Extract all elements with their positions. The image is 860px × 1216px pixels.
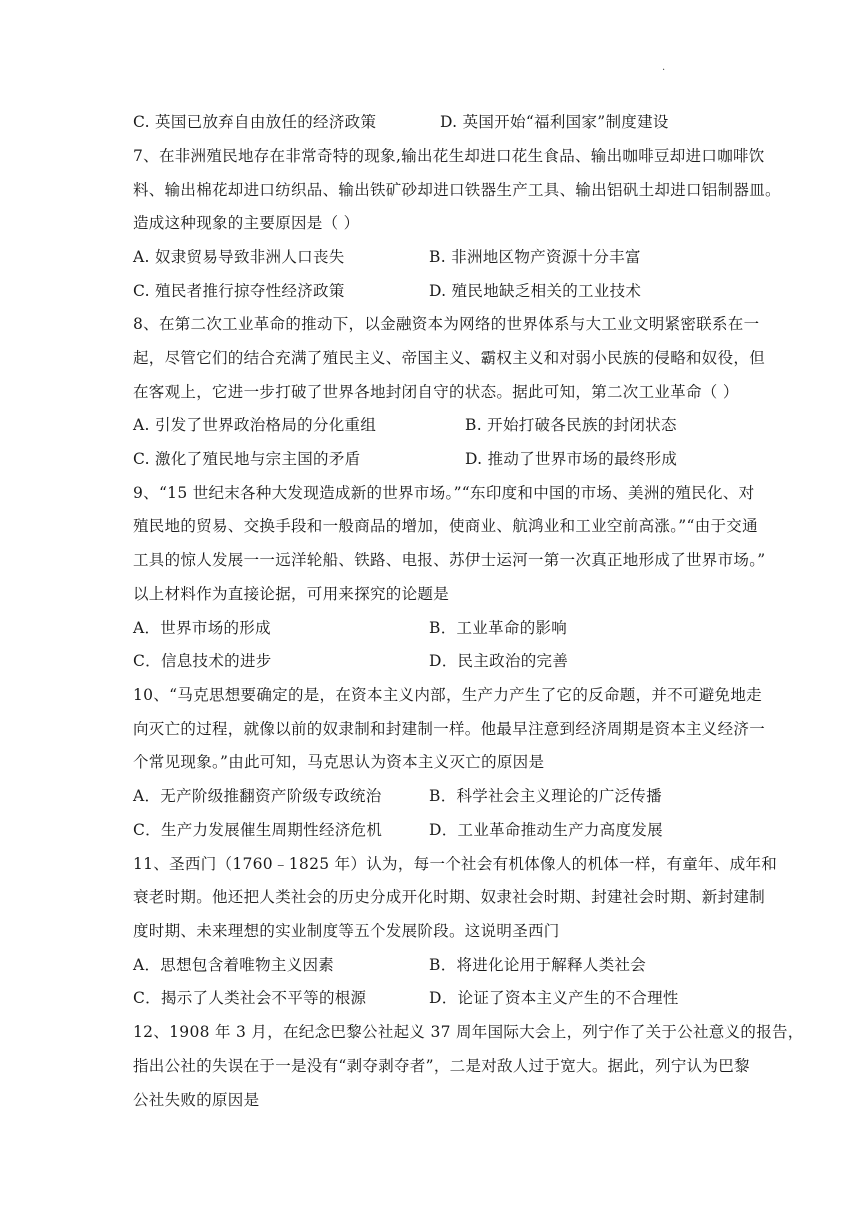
q9-option-c: C．信息技术的进步 (133, 652, 272, 670)
q11-option-c: C．揭示了人类社会不平等的根源 (133, 989, 367, 1007)
q10-option-b: B．科学社会主义理论的广泛传播 (429, 787, 662, 805)
q9-option-b: B．工业革命的影响 (429, 619, 568, 637)
q7-stem-line-1: 7、在非洲殖民地存在非常奇特的现象,输出花生却进口花生食品、输出咖啡豆却进口咖啡饮 (133, 147, 765, 165)
q8-option-c: C. 激化了殖民地与宗主国的矛盾 (133, 450, 361, 468)
q10-stem-line-1: 10、“马克思想要确定的是，在资本主义内部，生产力产生了它的反命题，并不可避免地走 (133, 686, 762, 704)
q9-stem-line-4: 以上材料作为直接论据，可用来探究的论题是 (133, 585, 450, 603)
q10-stem-line-2: 向灭亡的过程，就像以前的奴隶制和封建制一样。他最早注意到经济周期是资本主义经济一 (133, 720, 766, 738)
q8-stem-line-3: 在客观上，它进一步打破了世界各地封闭自守的状态。据此可知，第二次工业革命（ ） (133, 383, 739, 401)
q10-option-d: D．工业革命推动生产力高度发展 (429, 821, 663, 839)
q11-option-d: D．论证了资本主义产生的不合理性 (429, 989, 679, 1007)
q10-option-c: C．生产力发展催生周期性经济危机 (133, 821, 383, 839)
q8-stem-line-1: 8、在第二次工业革命的推动下，以金融资本为网络的世界体系与大工业文明紧密联系在一 (133, 315, 760, 333)
q7-stem-line-3: 造成这种现象的主要原因是（ ） (133, 214, 360, 232)
q11-stem-line-3: 度时期、未来理想的实业制度等五个发展阶段。这说明圣西门 (133, 922, 560, 940)
q7-stem-line-2: 料、输出棉花却进口纺织品、输出铁矿砂却进口铁器生产工具、输出铝矾土却进口铝制器皿。 (133, 181, 781, 199)
q9-stem-line-1: 9、“15 世纪末各种大发现造成新的世界市场。”“东印度和中国的市场、美洲的殖民化、对 (133, 484, 755, 502)
q7-option-b: B. 非洲地区物产资源十分丰富 (429, 248, 641, 266)
q7-option-d: D. 殖民地缺乏相关的工业技术 (429, 282, 642, 300)
q9-option-a: A．世界市场的形成 (133, 619, 271, 637)
q8-option-b: B. 开始打破各民族的封闭状态 (465, 416, 677, 434)
q10-stem-line-3: 个常见现象。”由此可知，马克思认为资本主义灭亡的原因是 (133, 753, 545, 771)
q8-option-d: D. 推动了世界市场的最终形成 (465, 450, 678, 468)
q9-stem-line-3: 工具的惊人发展一一远洋轮船、铁路、电报、苏伊士运河一第一次真正地形成了世界市场。” (133, 551, 766, 569)
q10-option-a: A．无产阶级推翻资产阶级专政统治 (133, 787, 382, 805)
q12-stem-line-2: 指出公社的失误在于一是没有“剥夺剥夺者”，二是对敌人过于宽大。据此，列宁认为巴黎 (133, 1057, 750, 1075)
q7-option-c: C. 殖民者推行掠夺性经济政策 (133, 282, 345, 300)
q11-option-a: A．思想包含着唯物主义因素 (133, 956, 335, 974)
q11-stem-line-2: 衰老时期。他还把人类社会的历史分成开化时期、奴隶社会时期、封建社会时期、新封建制 (133, 888, 766, 906)
q12-stem-line-3: 公社失败的原因是 (133, 1091, 260, 1109)
q12-stem-line-1: 12、1908 年 3 月，在纪念巴黎公社起义 37 周年国际大会上，列宁作了关于公社意义的报告， (133, 1023, 804, 1041)
q9-stem-line-2: 殖民地的贸易、交换手段和一般商品的增加，使商业、航鸿业和工业空前高涨。”“由于交通 (133, 517, 758, 535)
q6-option-d: D. 英国开始“福利国家”制度建设 (440, 113, 669, 131)
q7-option-a: A. 奴隶贸易导致非洲人口丧失 (133, 248, 345, 266)
q9-option-d: D．民主政治的完善 (429, 652, 569, 670)
q8-stem-line-2: 起，尽管它们的结合充满了殖民主义、帝国主义、霸权主义和对弱小民族的侵略和奴役，但 (133, 349, 766, 367)
header-mark: . (662, 62, 666, 73)
q11-option-b: B．将进化论用于解释人类社会 (429, 956, 647, 974)
q6-option-c: C. 英国已放弃自由放任的经济政策 (133, 113, 377, 131)
q8-option-a: A. 引发了世界政治格局的分化重组 (133, 416, 377, 434)
q11-stem-line-1: 11、圣西门（1760﹣1825 年）认为，每一个社会有机体像人的机体一样，有童年、成年和 (133, 855, 778, 873)
